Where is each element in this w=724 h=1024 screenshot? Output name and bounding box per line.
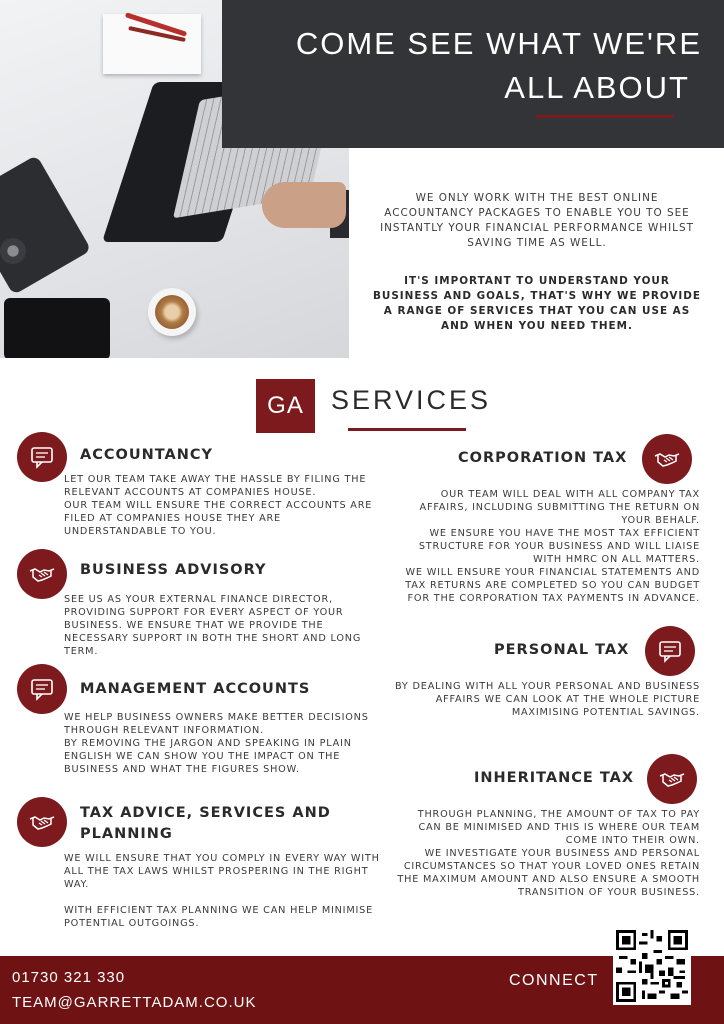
- phone-link[interactable]: 01730 321 330: [12, 969, 126, 986]
- service-body-corporation-tax: OUR TEAM WILL DEAL WITH ALL COMPANY TAX AFFAIRS, INCLUDING SUBMITTING THE RETURN ON YOUR BEHALF. WE ENSURE YOU HAVE THE MOST TAX EFFICIENT STRUCTURE FOR YOUR BUSINESS AND WILL LIAISE WITH HMRC ON ALL MATTERS. WE WILL ENSURE YOUR FINANCIAL STATEMENTS AND TAX RETURNS ARE COMPLETED SO YOU CAN BUDGET FOR THE CORPORATION TAX PAYMENTS IN ADVANCE.: [405, 489, 700, 604]
- service-title-tax-advice-line-1: TAX ADVICE, SERVICES AND: [80, 805, 331, 821]
- service-title-management-accounts: MANAGEMENT ACCOUNTS: [80, 681, 311, 697]
- service-body-business-advisory: SEE US AS YOUR EXTERNAL FINANCE DIRECTOR, PROVIDING SUPPORT FOR EVERY ASPECT OF YOUR BUSINESS. WE ENSURE THAT WE PROVIDE THE NECESSARY SUPPORT IN BOTH THE SHORT AND LONG TERM.: [64, 594, 362, 657]
- camera-lens: [0, 238, 26, 264]
- title-underline: [536, 115, 674, 118]
- service-body-personal-tax: BY DEALING WITH ALL YOUR PERSONAL AND BUSINESS AFFAIRS WE CAN LOOK AT THE WHOLE PICTURE MAXIMISING POTENTIAL SAVINGS.: [395, 681, 700, 718]
- tablet: [4, 298, 110, 358]
- handshake-icon: [647, 754, 697, 804]
- service-body-tax-advice: WE WILL ENSURE THAT YOU COMPLY IN EVERY WAY WITH ALL THE TAX LAWS WHILST PROSPERING IN THE RIGHT WAY. WITH EFFICIENT TAX PLANNING WE CAN HELP MINIMISE POTENTIAL OUTGOINGS.: [64, 853, 380, 929]
- chat-icon: [17, 432, 67, 482]
- handshake-icon: [17, 797, 67, 847]
- page-title-line-2: ALL ABOUT: [504, 70, 690, 105]
- services-underline: [348, 428, 466, 431]
- service-title-business-advisory: BUSINESS ADVISORY: [80, 562, 267, 578]
- handshake-icon: [642, 434, 692, 484]
- connect-label: CONNECT: [509, 972, 599, 989]
- chat-icon: [17, 664, 67, 714]
- hand: [262, 182, 346, 228]
- chat-icon: [645, 626, 695, 676]
- service-body-accountancy: LET OUR TEAM TAKE AWAY THE HASSLE BY FILING THE RELEVANT ACCOUNTS AT COMPANIES HOUSE. OUR TEAM WILL ENSURE THE CORRECT ACCOUNTS ARE FILED AT COMPANIES HOUSE THEY ARE UNDERSTANDABLE TO YOU.: [64, 474, 373, 537]
- service-title-corporation-tax: CORPORATION TAX: [458, 450, 628, 466]
- service-title-tax-advice-line-2: PLANNING: [80, 826, 173, 842]
- qr-code-icon[interactable]: [613, 927, 691, 1005]
- email-link[interactable]: TEAM@GARRETTADAM.CO.UK: [12, 994, 257, 1011]
- services-heading: SERVICES: [331, 385, 492, 415]
- title-box: [222, 0, 724, 148]
- service-body-management-accounts: WE HELP BUSINESS OWNERS MAKE BETTER DECISIONS THROUGH RELEVANT INFORMATION. BY REMOVING THE JARGON AND SPEAKING IN PLAIN ENGLISH WE CAN SHOW YOU THE IMPACT ON THE BUSINESS AND WHAT THE FIGURES SHOW.: [64, 712, 369, 775]
- service-title-inheritance-tax: INHERITANCE TAX: [474, 770, 635, 786]
- ga-logo: GA: [256, 379, 315, 433]
- service-title-accountancy: ACCOUNTANCY: [80, 447, 214, 463]
- intro-paragraph-2: IT'S IMPORTANT TO UNDERSTAND YOUR BUSINESS AND GOALS, THAT'S WHY WE PROVIDE A RANGE OF SERVICES THAT YOU CAN USE AS AND WHEN YOU NEED THEM.: [372, 275, 702, 332]
- service-body-inheritance-tax: THROUGH PLANNING, THE AMOUNT OF TAX TO PAY CAN BE MINIMISED AND THIS IS WHERE OUR TEAM COME INTO THEIR OWN. WE INVESTIGATE YOUR BUSINESS AND PERSONAL CIRCUMSTANCES SO THAT YOUR LOVED ONES RETAIN THE MAXIMUM AMOUNT AND ALSO ENSURE A SMOOTH TRANSITION OF YOUR BUSINESS.: [397, 809, 700, 898]
- handshake-icon: [17, 549, 67, 599]
- page-title-line-1: COME SEE WHAT WE'RE: [295, 26, 702, 61]
- intro-paragraph-1: WE ONLY WORK WITH THE BEST ONLINE ACCOUNTANCY PACKAGES TO ENABLE YOU TO SEE INSTANTLY YOUR FINANCIAL PERFORMANCE WHILST SAVING TIME AS WELL.: [380, 192, 694, 249]
- service-title-personal-tax: PERSONAL TAX: [494, 642, 630, 658]
